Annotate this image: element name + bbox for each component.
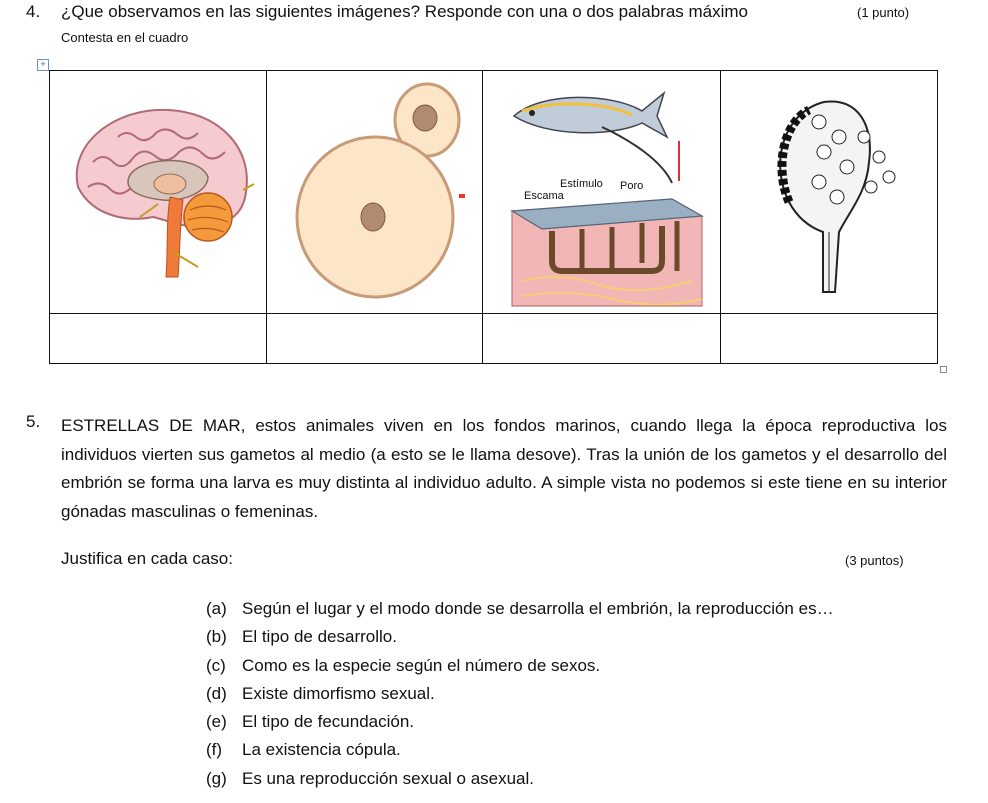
answer-row bbox=[50, 314, 938, 364]
points-label: (1 punto) bbox=[857, 5, 910, 20]
image-row bbox=[50, 71, 938, 314]
item-marker: (g) bbox=[206, 768, 227, 788]
list-item bbox=[206, 653, 834, 681]
answer-cell-2[interactable] bbox=[267, 314, 483, 364]
item-text: Según el lugar y el modo donde se desarrolla el embrión, la reproducción es… bbox=[242, 599, 834, 618]
question-number: 4. bbox=[26, 2, 41, 21]
item-text: El tipo de fecundación. bbox=[242, 712, 415, 732]
points-label: (3 puntos) bbox=[845, 553, 904, 568]
sub-question-list bbox=[206, 596, 834, 794]
instruction-text: Contesta en el cuadro bbox=[61, 30, 189, 45]
item-marker: (e) bbox=[206, 712, 227, 732]
image-cell-3 bbox=[483, 71, 721, 314]
image-cell-2 bbox=[267, 71, 483, 314]
brain-sagittal-illustration-icon bbox=[58, 92, 258, 292]
table-resize-handle[interactable] bbox=[940, 366, 947, 373]
fish-scale-skin-illustration-icon bbox=[492, 71, 712, 313]
budding-yeast-cell-illustration-icon bbox=[275, 82, 475, 302]
escama-label: Escama bbox=[523, 190, 564, 202]
answer-cell-3[interactable] bbox=[483, 314, 721, 364]
item-marker: (a) bbox=[206, 599, 227, 618]
question-text: ¿Que observamos en las siguientes imágenes? Responde con una o dos palabras máximo bbox=[61, 2, 749, 21]
item-marker: (d) bbox=[206, 683, 227, 703]
question-4-header bbox=[0, 2, 988, 26]
table-move-handle-icon[interactable]: + bbox=[37, 59, 49, 71]
item-text: Es una reproducción sexual o asexual. bbox=[242, 768, 535, 788]
image-cell-1 bbox=[50, 71, 267, 314]
image-cell-4 bbox=[721, 71, 938, 314]
list-item bbox=[206, 766, 834, 794]
item-text: Existe dimorfismo sexual. bbox=[242, 683, 435, 703]
answer-cell-1[interactable] bbox=[50, 314, 267, 364]
justify-label: Justifica en cada caso: bbox=[61, 549, 233, 568]
sporangium-illustration-icon bbox=[739, 82, 919, 302]
answer-cell-4[interactable] bbox=[721, 314, 938, 364]
list-item bbox=[206, 624, 834, 652]
item-text: El tipo de desarrollo. bbox=[242, 627, 397, 647]
estimulo-label: Estímulo bbox=[559, 178, 603, 190]
question-paragraph: ESTRELLAS DE MAR, estos animales viven en los fondos marinos, cuando llega la época reproductiva los individuos vierten sus gametos al medio (a esto se le llama desove). Tras la unión de los gametos y el desarrollo del embrión se forma una larva es muy distinta al individuo adulto. A simple vista no podemos si este tiene en su interior gónadas masculinas o femeninas. bbox=[61, 416, 947, 521]
item-marker: (f) bbox=[206, 740, 223, 760]
question-number: 5. bbox=[26, 412, 41, 431]
item-marker: (c) bbox=[206, 655, 226, 675]
poro-label: Poro bbox=[619, 180, 643, 192]
list-item bbox=[206, 596, 834, 624]
item-marker: (b) bbox=[206, 627, 227, 647]
list-item bbox=[206, 681, 834, 709]
list-item bbox=[206, 709, 834, 737]
list-item bbox=[206, 737, 834, 765]
item-text: Como es la especie según el número de sexos. bbox=[242, 655, 601, 675]
item-text: La existencia cópula. bbox=[242, 740, 401, 760]
answer-table bbox=[49, 70, 938, 364]
